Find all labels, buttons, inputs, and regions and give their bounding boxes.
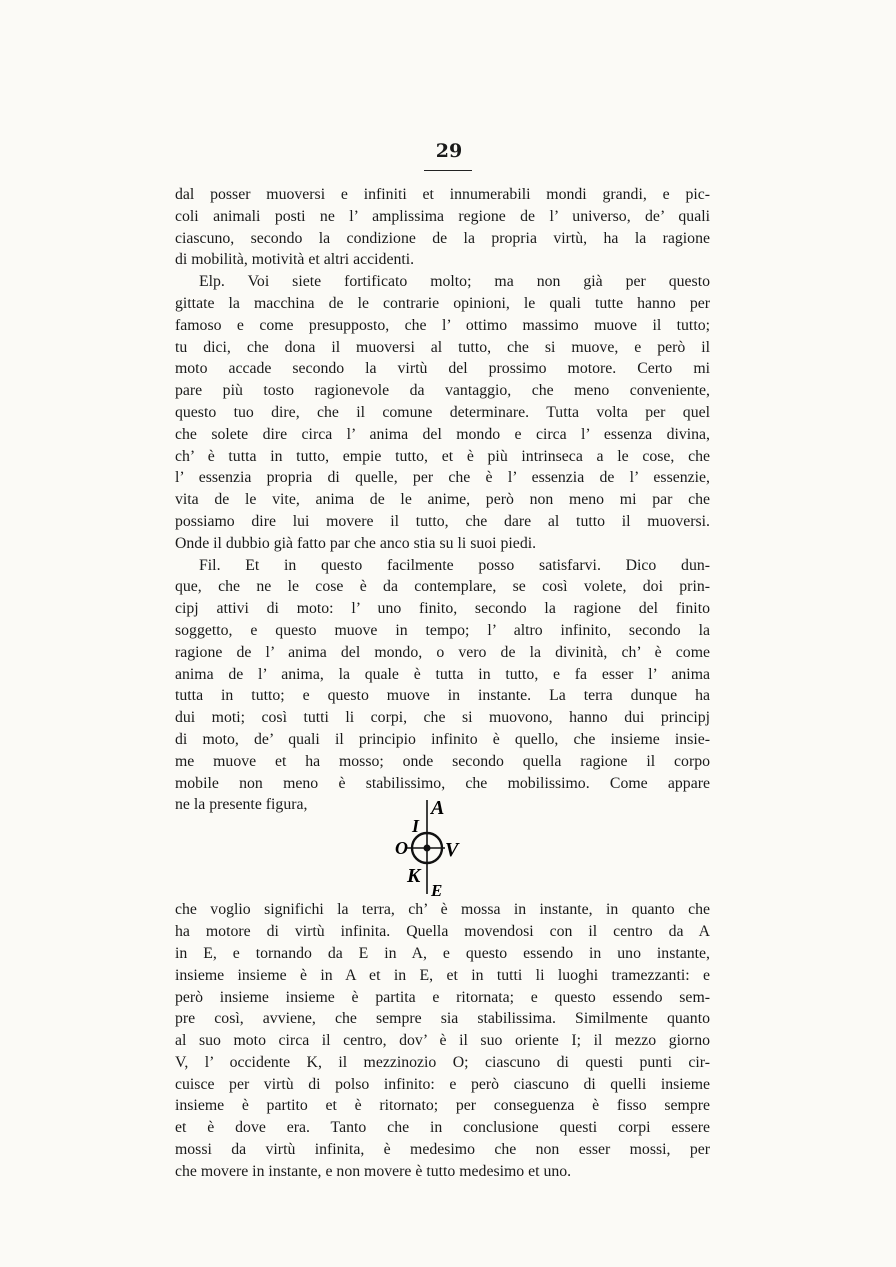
text-line: famoso e come presupposto, che l’ ottimo massimo muove il tutto; — [175, 316, 710, 334]
paragraph-3 — [175, 555, 710, 795]
text-line: Onde il dubbio già fatto par che anco stia su li suoi piedi. — [175, 534, 537, 552]
text-line: possiamo dire lui movere il tutto, che dare al tutto il muoversi. — [175, 512, 710, 530]
text-line: mossi da virtù infinita, è medesimo che non esser mossi, per — [175, 1141, 710, 1159]
text-line: questo tuo dire, che il comune determinare. Tutta volta per quel — [175, 403, 710, 421]
text-line: anima de l’ anima, la quale è tutta in tutto, e fa esser l’ anima — [175, 665, 710, 683]
earth-figure — [365, 794, 465, 899]
text-line: insieme insieme è in A et in E, et in tutti li luoghi tramezzanti: e — [175, 966, 710, 984]
text-line: pare più tosto ragionevole da vantaggio, che meno conveniente, — [175, 382, 710, 400]
text-line: tu dici, che dona il muoversi al tutto, che si muove, e però il — [175, 338, 710, 356]
text-line: che solete dire circa l’ anima del mondo e circa l’ essenza divina, — [175, 425, 710, 443]
text-line: al suo moto circa il centro, dov’ è il suo oriente I; il mezzo giorno — [175, 1032, 710, 1050]
text-line: di mobilità, motività et altri accidenti. — [175, 251, 415, 269]
text-line: tutta in tutto; e questo muove in instante. La terra dunque ha — [175, 687, 710, 705]
text-line: mobile non meno è stabilissimo, che mobilissimo. Come appare — [175, 774, 710, 792]
text-line: ciascuno, secondo la condizione de la propria virtù, ha la ragione — [175, 229, 710, 247]
text-line: in E, e tornando da E in A, e questo essendo in uno instante, — [175, 944, 710, 962]
earth-diagram — [365, 794, 465, 899]
figure-caption: ne la presente figura, — [175, 796, 308, 814]
text-line: soggetto, e questo muove in tempo; l’ altro infinito, secondo la — [175, 621, 710, 639]
text-line: me muove et ha mosso; onde secondo quella ragione il corpo — [175, 752, 710, 770]
header-rule — [424, 170, 472, 171]
label-i: I — [412, 816, 420, 837]
text-line: pre così, avviene, che sempre sia stabilissima. Similmente quanto — [175, 1010, 710, 1028]
text-line: ha motore di virtù infinita. Quella movendosi con il centro da A — [175, 923, 710, 941]
text-line: di moto, de’ quali il principio infinito è quello, che insieme insie- — [175, 730, 710, 748]
text-line: ch’ è tutta in tutto, empie tutto, et è più intrinseca a le cose, che — [175, 447, 710, 465]
text-line: cipj attivi di moto: l’ uno finito, secondo la ragione del finito — [175, 600, 710, 618]
text-line: che voglio significhi la terra, ch’ è mossa in instante, in quanto che — [175, 901, 710, 919]
label-a: A — [431, 797, 445, 820]
text-line: l’ essenzia propria di quelle, per che è l’ essenzia de l’ essenzie, — [175, 469, 710, 487]
text-line: vita de le vite, anima de le anime, però non meno mi par che — [175, 491, 710, 509]
paragraph-4 — [175, 899, 710, 1182]
body-text — [175, 184, 710, 1183]
text-line: dui moti; così tutti li corpi, che si muovono, hanno dui principj — [175, 709, 710, 727]
label-v: V — [445, 839, 459, 862]
text-line: gittate la macchina de le contrarie opinioni, le quali tutte hanno per — [175, 294, 710, 312]
text-line: ragione de l’ anima del mondo, o vero de la divinità, ch’ è come — [175, 643, 710, 661]
text-line: però insieme insieme è partita e ritornata; e questo essendo sem- — [175, 988, 710, 1006]
figure-row — [175, 794, 710, 899]
label-o: O — [395, 838, 408, 859]
paragraph-2 — [175, 271, 710, 554]
earth-center — [424, 845, 431, 852]
text-line: dal posser muoversi e infiniti et innumerabili mondi grandi, e pic- — [175, 186, 710, 203]
text-line: Elp. Voi siete fortificato molto; ma non già per questo — [199, 273, 710, 291]
label-e: E — [431, 881, 443, 900]
label-k: K — [407, 865, 421, 888]
text-line: che movere in instante, e non movere è tutto medesimo et uno. — [175, 1162, 572, 1180]
text-line: V, l’ occidente K, il mezzinozio O; ciascuno di questi punti cir- — [175, 1053, 710, 1071]
paragraph-1 — [175, 184, 710, 271]
text-line: insieme è partito et è ritornato; per conseguenza è fisso sempre — [175, 1097, 710, 1115]
page-number: 29 — [435, 140, 463, 162]
text-line: cuisce per virtù di polso infinito: e però ciascuno di quelli insieme — [175, 1075, 710, 1093]
text-line: que, che ne le cose è da contemplare, se così volete, doi prin- — [175, 578, 710, 596]
text-line: et è dove era. Tanto che in conclusione questi corpi essere — [175, 1119, 710, 1137]
text-line: Fil. Et in questo facilmente posso satisfarvi. Dico dun- — [199, 556, 710, 574]
text-line: coli animali posti ne l’ amplissima regione de l’ universo, de’ quali — [175, 207, 710, 225]
text-line: moto accade secondo la virtù del prossimo motore. Certo mi — [175, 360, 710, 378]
